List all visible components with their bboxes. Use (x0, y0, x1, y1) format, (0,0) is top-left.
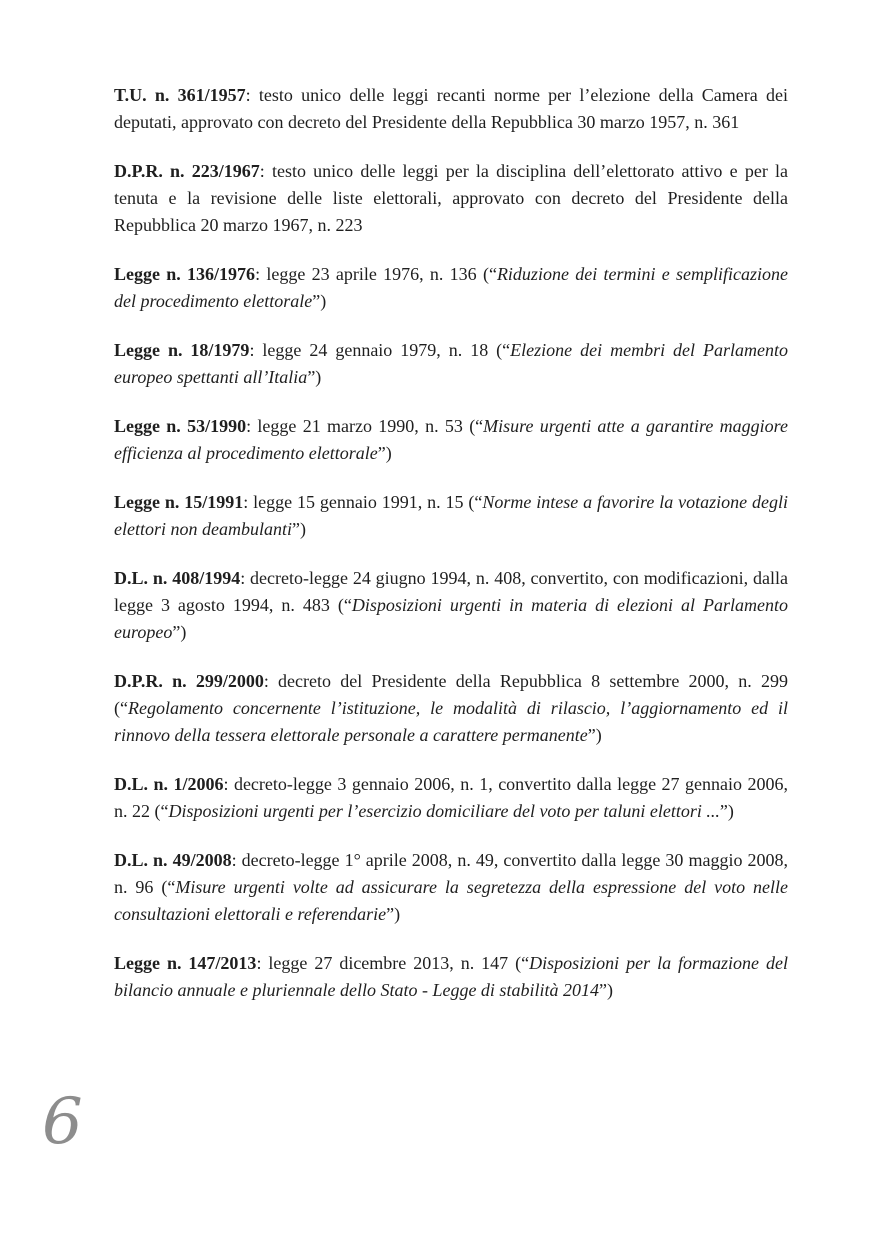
law-description: : decreto-legge 3 gennaio 2006, n. 1, convertito dalla legge 27 gennaio 2006, n. 22 (“ (114, 774, 788, 821)
law-entry (114, 950, 788, 1004)
law-entry (114, 158, 788, 239)
law-description: ”) (172, 622, 187, 642)
law-entry (114, 82, 788, 136)
law-description: : decreto del Presidente della Repubblica 8 settembre 2000, n. 299 (“ (114, 671, 789, 718)
law-title: Misure urgenti atte a garantire maggiore efficienza al procedimento elettorale (114, 416, 788, 463)
law-reference-label: T.U. n. 361/1957 (114, 85, 246, 105)
law-title: Disposizioni urgenti in materia di elezioni al Parlamento europeo (114, 595, 788, 642)
law-description: ”) (291, 519, 306, 539)
law-title: Norme intese a favorire la votazione degli elettori non deambulanti (114, 492, 788, 539)
law-title: Misure urgenti volte ad assicurare la segretezza della espressione del voto nelle consultazioni elettorali e referendarie (114, 877, 789, 924)
law-entry-list (114, 82, 788, 1026)
law-reference-label: Legge n. 18/1979 (114, 340, 250, 360)
law-reference-label: D.P.R. n. 223/1967 (114, 161, 260, 181)
law-reference-label: D.L. n. 49/2008 (114, 850, 232, 870)
law-description: : legge 24 gennaio 1979, n. 18 (“ (249, 340, 511, 360)
law-description: ”) (598, 980, 613, 1000)
law-description: : decreto-legge 24 giugno 1994, n. 408, convertito, con modificazioni, dalla legge 3 agosto 1994, n. 483 (“ (114, 568, 788, 615)
law-entry (114, 337, 788, 391)
law-reference-label: Legge n. 15/1991 (114, 492, 244, 512)
law-description: : legge 23 aprile 1976, n. 136 (“ (255, 264, 497, 284)
law-reference-label: D.L. n. 408/1994 (114, 568, 241, 588)
law-description: ”) (719, 801, 734, 821)
law-title: Elezione dei membri del Parlamento europeo spettanti all’Italia (114, 340, 788, 387)
law-entry (114, 847, 788, 928)
law-title: Riduzione dei termini e semplificazione del procedimento elettorale (114, 264, 788, 311)
law-entry (114, 413, 788, 467)
law-reference-label: Legge n. 147/2013 (114, 953, 257, 973)
law-description: ”) (587, 725, 602, 745)
law-description: ”) (312, 291, 327, 311)
law-description: ”) (377, 443, 392, 463)
law-title: Regolamento concernente l’istituzione, le modalità di rilascio, l’aggiornamento ed il rinnovo della tessera elettorale personale a carattere permanente (114, 698, 788, 745)
law-title: Disposizioni urgenti per l’esercizio domiciliare del voto per taluni elettori ... (168, 801, 720, 821)
law-description: : legge 21 marzo 1990, n. 53 (“ (246, 416, 484, 436)
law-entry (114, 771, 788, 825)
law-description: : legge 15 gennaio 1991, n. 15 (“ (243, 492, 483, 512)
law-entry (114, 565, 788, 646)
law-reference-label: D.P.R. n. 299/2000 (114, 671, 264, 691)
law-description: ”) (386, 904, 401, 924)
law-description: : legge 27 dicembre 2013, n. 147 (“ (256, 953, 530, 973)
law-description: : testo unico delle leggi per la disciplina dell’elettorato attivo e per la tenuta e la revisione delle liste elettorali, approvato con decreto del Presidente della Repubblica 20 marzo 1967, n. 223 (114, 161, 789, 235)
page-number: 6 (42, 1085, 83, 1159)
law-description: : testo unico delle leggi recanti norme per l’elezione della Camera dei deputati, approvato con decreto del Presidente della Repubblica 30 marzo 1957, n. 361 (114, 85, 788, 132)
law-reference-label: Legge n. 53/1990 (114, 416, 247, 436)
law-description: ”) (307, 367, 322, 387)
law-title: Disposizioni per la formazione del bilancio annuale e pluriennale dello Stato - Legge di stabilità 2014 (114, 953, 788, 1000)
law-entry (114, 261, 788, 315)
law-reference-label: Legge n. 136/1976 (114, 264, 256, 284)
law-reference-label: D.L. n. 1/2006 (114, 774, 224, 794)
law-entry (114, 668, 788, 749)
law-description: : decreto-legge 1° aprile 2008, n. 49, convertito dalla legge 30 maggio 2008, n. 96 (“ (114, 850, 788, 897)
law-entry (114, 489, 788, 543)
